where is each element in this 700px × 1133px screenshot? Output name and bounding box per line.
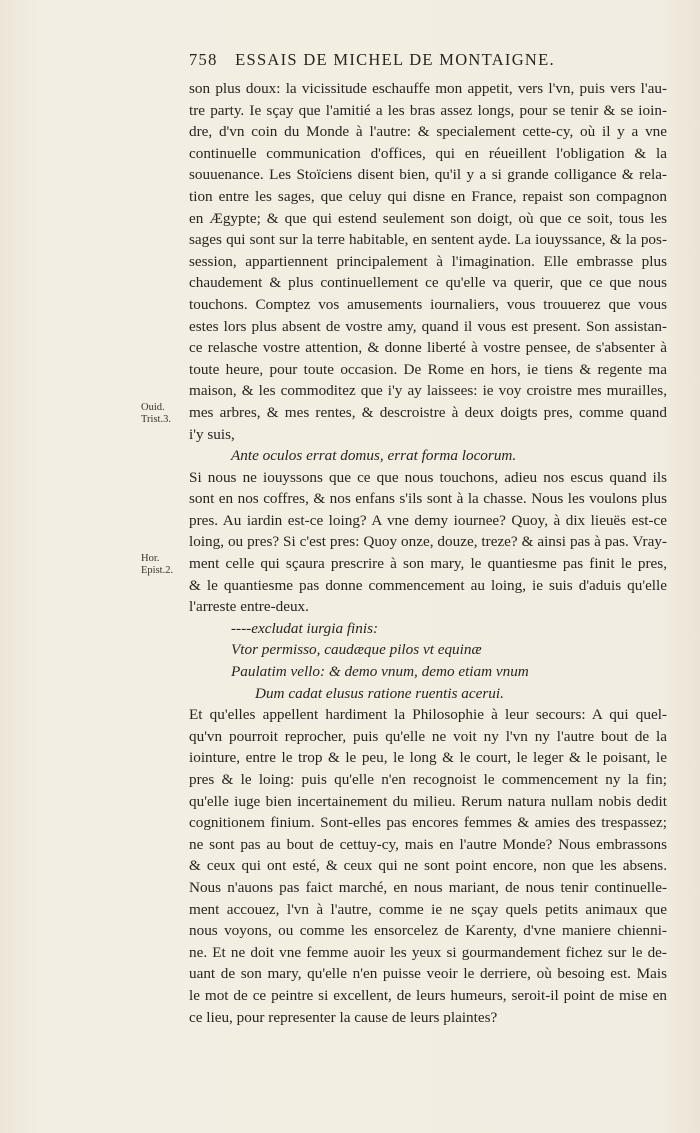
text-line: tion entre les sages, que celuy qui disne en France, repaist son compagnon bbox=[189, 187, 667, 205]
text-line: pres & le loing: puis qu'elle n'en recognoist le commencement ny la fin; bbox=[189, 771, 667, 788]
text-line: mes arbres, & mes rentes, & descroistre à deux doigts pres, comme quand bbox=[189, 403, 667, 421]
margin-note-horace bbox=[141, 553, 173, 577]
text-line: Et qu'elles appellent hardiment la Philosophie à leur secours: A qui quel- bbox=[189, 706, 667, 724]
text-line: tre party. Ie sçay que l'amitié a les bras assez longs, pour se tenir & se ioin- bbox=[189, 101, 667, 119]
text-line: Vtor permisso, caudæque pilos vt equinæ bbox=[231, 641, 482, 659]
text-line: ce lieu, pour representer la cause de leurs plaintes? bbox=[189, 1008, 498, 1026]
margin-note-ovid bbox=[141, 402, 171, 426]
text-line: toute heure, pour toute occasion. De Rome en hors, ie tiens & regente ma bbox=[189, 360, 667, 378]
text-line: continuelle communication d'offices, qui en réueillent l'obligation & la bbox=[189, 144, 667, 162]
text-line: le mot de ce peintre si excellent, de leurs humeurs, seroit-il point de mise en bbox=[189, 986, 667, 1004]
text-line: uant de son mary, qu'elle n'en puisse veoir le derriere, où besoing est. Mais bbox=[189, 965, 667, 983]
margin-note-line: Hor. bbox=[141, 553, 160, 564]
text-line: & ceux qui ont esté, & ceux qui ne sont point encore, non que les absens. bbox=[189, 857, 667, 875]
text-line: Dum cadat elusus ratione ruentis acerui. bbox=[255, 684, 504, 702]
text-line: ne. Et ne doit vne femme auoir les yeux si gourmandement fichez sur le de- bbox=[189, 943, 667, 961]
body-text bbox=[189, 78, 667, 1028]
page-number: 758 bbox=[189, 50, 218, 69]
text-line: ----excludat iurgia finis: bbox=[231, 619, 379, 637]
text-line: estes lors plus absent de vostre amy, quand il vous est present. Son assistan- bbox=[189, 317, 667, 335]
text-line: i'y suis, bbox=[189, 425, 235, 443]
text-line: son plus doux: la vicissitude eschauffe mon appetit, vers l'vn, puis vers l'au- bbox=[189, 80, 667, 97]
text-line: ne sont pas au bout de cettuy-cy, mais en l'autre Monde? Nous embrassons bbox=[189, 835, 667, 853]
margin-note-line: Epist.2. bbox=[141, 565, 174, 576]
text-line: Nous n'auons pas faict marché, en nous mariant, de nous tenir continuelle- bbox=[189, 878, 667, 896]
text-line: sages qui sont sur la terre habitable, en sentent ayde. La iouyssance, & la pos- bbox=[189, 231, 667, 249]
text-line: l'arreste entre-deux. bbox=[189, 598, 309, 616]
text-line: iointure, entre le trop & le peu, le long & le court, le leger & le poisant, le bbox=[189, 749, 667, 767]
margin-note-line: Trist.3. bbox=[141, 414, 171, 425]
text-line: cognitionem finium. Sont-elles pas encores femmes & amies des trespassez; bbox=[189, 814, 667, 832]
text-line: qu'vn pourroit reprocher, puis qu'elle ne voit ny l'vn ny l'autre bout de la bbox=[189, 727, 667, 745]
text-line: ment accouez, l'vn à l'autre, comme ie ne sçay quels petits animaux que bbox=[189, 900, 667, 918]
text-line: dre, d'vn coin du Monde à l'autre: & specialement cette-cy, où il y a vne bbox=[189, 123, 667, 141]
text-line: qu'elle iuge bien incertainement du milieu. Rerum natura nullam nobis dedit bbox=[189, 792, 667, 810]
text-line: Paulatim vello: & demo vnum, demo etiam vnum bbox=[231, 663, 529, 681]
running-header bbox=[189, 50, 639, 70]
text-line: session, appartiennent principalement à l'imagination. Elle embrasse plus bbox=[189, 252, 667, 270]
text-line: sont en nos coffres, & nos enfans s'ils sont à la chasse. Nous les voulons plus bbox=[189, 490, 667, 508]
margin-note-line: Ouid. bbox=[141, 402, 165, 413]
text-line: souuenance. Les Stoïciens disent bien, qu'il y a si grande colligance & rela- bbox=[189, 166, 667, 184]
text-line: Si nous ne iouyssons que ce que nous touchons, adieu nos escus quand ils bbox=[189, 468, 667, 486]
text-line: ce relasche vostre attention, & donne liberté à vostre pensee, de s'absenter à bbox=[189, 339, 667, 357]
text-line: Ante oculos errat domus, errat forma locorum. bbox=[231, 447, 517, 465]
running-title: ESSAIS DE MICHEL DE MONTAIGNE. bbox=[235, 50, 555, 69]
text-line: nous voyons, ou comme les ensorcelez de Karenty, d'vne maniere chienni- bbox=[189, 922, 667, 940]
text-line: chaudement & plus continuellement ce qu'elle va querir, que ce que nous bbox=[189, 274, 667, 292]
text-line: & le quantiesme pas donne commencement au loing, ie suis d'aduis qu'elle bbox=[189, 576, 667, 594]
text-line: maison, & les commoditez que i'y ay laissees: ie voy croistre mes murailles, bbox=[189, 382, 667, 400]
text-line: touchons. Comptez vos amusements iournaliers, vous trouuerez que vous bbox=[189, 295, 667, 313]
text-line: pres. Au iardin est-ce loing? A vne demy iournee? Quoy, à dix lieuës est-ce bbox=[189, 511, 667, 529]
text-line: en Ægypte; & que qui estend seulement son doigt, où que ce soit, tous les bbox=[189, 209, 667, 227]
text-line: loing, ou pres? Si c'est pres: Quoy onze, douze, treze? & ainsi pas à pas. Vray- bbox=[189, 533, 667, 551]
text-line: ment celle qui sçaura prescrire à son mary, le quantiesme pas finit le pres, bbox=[189, 555, 667, 573]
